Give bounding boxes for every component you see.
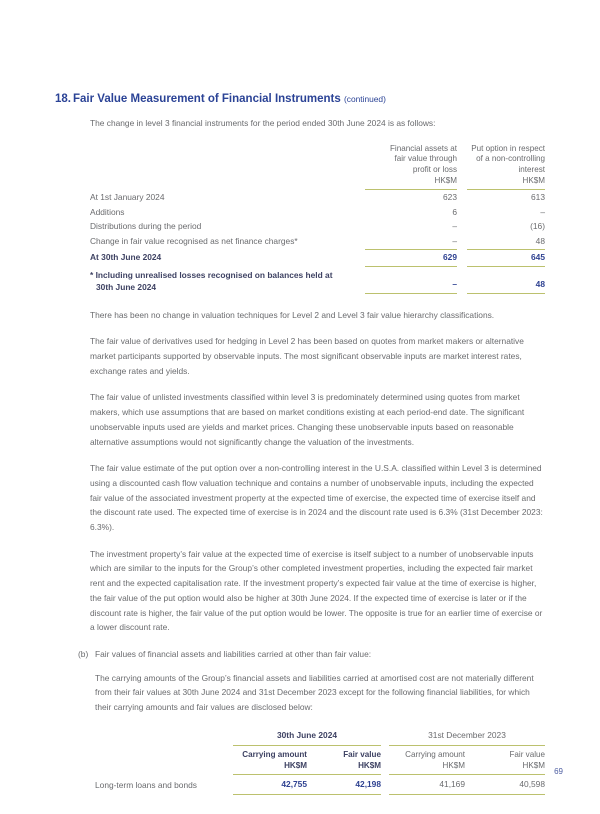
col-header-line: Fair value [343,749,381,759]
footnote-label [90,270,365,294]
table-total-row [90,250,545,268]
col-header-put-option [467,144,545,190]
col-header-fair-2024 [307,746,381,775]
cell-value: 613 [531,192,545,203]
col-header-line: Fair value [509,749,545,759]
page-content [55,92,545,795]
col-header-line: Put option in respect [471,143,545,153]
row-label: At 1st January 2024 [90,192,165,203]
table-row [90,205,545,220]
group-header-2023: 31st December 2023 [389,728,545,746]
row-label: Long-term loans and bonds [95,780,197,791]
col-header-unit: HK$M [522,175,545,185]
cell-value: 41,169 [389,775,465,795]
table-row [90,219,545,234]
col-header-unit: HK$M [358,760,381,770]
row-label: Change in fair value recognised as net finance charges* [90,235,298,246]
paragraph-carrying-amounts: The carrying amounts of the Group’s financial assets and liabilities carried at amortised cost are not materially different from their fair values at 30th June 2024 and 31st December 2023 except for the following financial liabilities, for which their carrying amounts and fair values are disclosed below: [95,672,534,713]
intro-paragraph: The change in level 3 financial instruments for the period ended 30th June 2024 is as follows: [90,118,436,128]
table-row [90,234,545,250]
section-title [73,92,386,106]
total-cell-value: 645 [467,250,545,268]
cell-value: – [452,221,457,232]
col-header-unit: HK$M [442,760,465,770]
table-row [90,190,545,205]
footnote-cell-value: 48 [467,277,545,295]
col-header-line: Carrying amount [242,749,307,759]
col-header-carrying-2024 [233,746,307,775]
level3-table-header-row [90,144,545,190]
section-b-body [55,671,545,796]
cell-value: 6 [452,206,457,217]
level3-movement-table [90,144,545,294]
cell-value: – [365,234,457,250]
col-header-unit: HK$M [522,760,545,770]
col-header-unit: HK$M [284,760,307,770]
group-header-row [95,728,545,746]
col-header-line: of a non-controlling [476,154,545,164]
total-row-label: At 30th June 2024 [90,251,162,262]
paragraph-unlisted-investments: The fair value of unlisted investments classified within level 3 is predominately determined using quotes from market makers, which use assumptions that are based on market conditions existing at each period-end date. The significant unobservable inputs used are yields and market prices. Changing these unobservable inputs based on reasonable alternative assumptions would not significantly change the valuation of the investments. [90,392,525,447]
section-title-text: Fair Value Measurement of Financial Instruments [73,93,341,105]
col-header-line: profit or loss [412,164,457,174]
footnote-line: 30th June 2024 [96,281,157,292]
col-header-line: interest [518,164,545,174]
section-continued-label: (continued) [343,94,386,104]
section-b-title-text: Fair values of financial assets and liabilities carried at other than fair value: [95,648,372,659]
section-number: 18. [55,93,71,105]
paragraph-derivatives-level2: The fair value of derivatives used for hedging in Level 2 has been based on quotes from market makers or alternative market participants supported by observable inputs. The most significant observable inputs are market interest rates, exchange rates and yields. [90,336,524,377]
cell-value: 40,598 [465,775,545,795]
paragraph-investment-property: The investment property’s fair value at the expected time of exercise is itself subject to a number of unobservable inputs which are similar to the inputs for the Group’s other completed investment properties, including the expected fair market rent and the expected capitalisation rate. If the investment property’s expected fair value at the time of exercise is higher, the fair value of the put option would also be higher at 30th June 2024. If the expected time of exercise is later or if the discount rate is higher, the fair value of the put option would be lower. The opposite is true for an earlier time of exercise or a lower discount rate. [90,548,543,633]
column-header-row [95,746,545,775]
col-header-fair-2023 [465,746,545,775]
paragraph-valuation-techniques: There has been no change in valuation techniques for Level 2 and Level 3 fair value hierarchy classifications. [90,310,495,321]
paragraph-put-option-estimate: The fair value estimate of the put option over a non-controlling interest in the U.S.A. classified within Level 3 is determined using a discounted cash flow valuation technique and contains a number of unobservable inputs, including the expected fair value of the associated investment property at the expected time of exercise, the expected time of exercise itself and the discount rate used. The expected time of exercise is in 2024 and the discount rate used is 6.3% (31st December 2023: 6.3%). [90,463,543,533]
row-label: Distributions during the period [90,221,202,232]
col-header-unit: HK$M [434,175,457,185]
section-b-label: (b) [78,648,89,659]
col-header-line: Carrying amount [405,749,465,759]
col-header-financial-assets [365,144,457,190]
carrying-fair-value-table [95,728,545,795]
footnote-line: * Including unrealised losses recognised on balances held at [90,270,333,281]
section-heading [55,92,545,106]
cell-value: 42,198 [307,775,381,795]
total-cell-value: 629 [365,250,457,268]
cell-value: 48 [467,234,545,250]
col-header-carrying-2023 [389,746,465,775]
col-header-line: Financial assets at [389,143,457,153]
cell-value: (16) [530,221,545,232]
section-body [55,116,545,635]
row-label: Additions [90,206,125,217]
cell-value: 42,755 [233,775,307,795]
group-header-2024: 30th June 2024 [233,728,381,746]
footnote-cell-value: – [365,277,457,295]
table-footnote-row [90,270,545,294]
table-row-long-term-loans [95,775,545,795]
cell-value: 623 [443,192,457,203]
section-b-title [55,647,545,662]
cell-value: – [540,206,545,217]
col-header-line: fair value through [394,154,457,164]
page-number: 69 [554,767,563,776]
section-b [55,647,545,795]
